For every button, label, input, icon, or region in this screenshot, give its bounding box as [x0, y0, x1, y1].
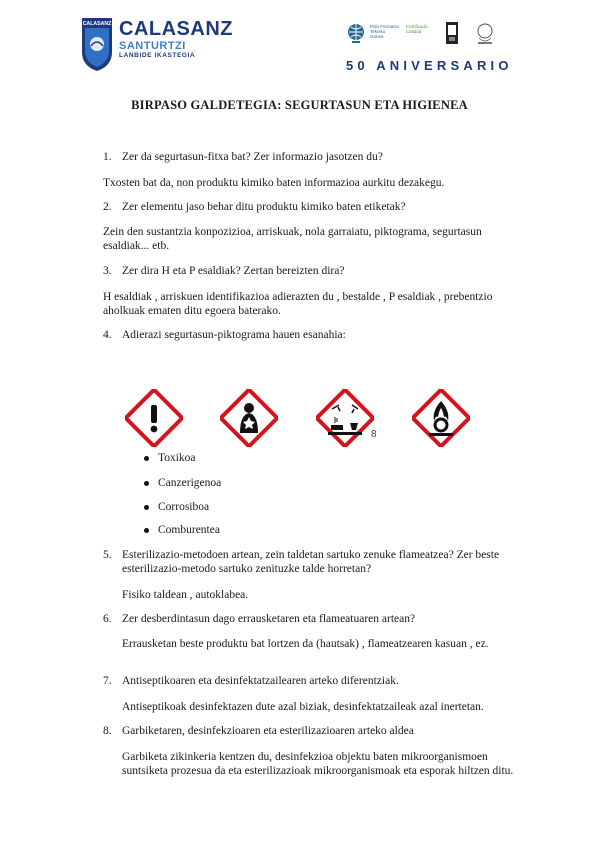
- question-6: Zer desberdintasun dago errausketaren eta flameatuaren artean?: [122, 613, 416, 625]
- question-3: Zer dira H eta P esaldiak? Zertan bereizten dira?: [122, 265, 345, 277]
- shield-text: CALASANZ: [82, 21, 112, 27]
- question-number: 2.: [103, 201, 112, 213]
- bullet-item-2: Canzerigenoa: [158, 477, 222, 489]
- pictogram-number: 8: [371, 429, 377, 440]
- answer-1: Txosten bat da, non produktu kimiko baten informazioa aurkitu dezakegu.: [103, 177, 445, 189]
- answer-7: Antiseptikoak desinfektazen dute azal biziak, desinfektatzaileak azal inertetan.: [122, 701, 484, 713]
- answer-8-line-1: Garbiketa zikinkeria kentzen du, desinfekzioa objektu baten mikroorganismoen: [122, 751, 488, 763]
- brand-block: [119, 18, 233, 60]
- answer-3-line-2: aholkuak ematen ditu egoera baterako.: [103, 305, 281, 317]
- question-7: Antiseptikoaren eta desinfektatzailearen arteko diferentziak.: [122, 675, 399, 687]
- partner-text-1: Pólo Formazio Tekniko Gunea: [370, 24, 400, 40]
- question-number: 3.: [103, 265, 112, 277]
- bullet-item-3: Corrosiboa: [158, 501, 210, 513]
- quality-badge-icon: [446, 22, 458, 44]
- answer-2-line-2: esaldiak... etb.: [103, 240, 170, 252]
- brand-subtitle: SANTURTZI: [119, 40, 186, 52]
- partner-logos: [346, 22, 506, 52]
- partner-text-2: Certificado Calidad: [406, 24, 428, 35]
- question-4: Adierazi segurtasun-piktograma hauen esanahia:: [122, 329, 346, 341]
- question-number: 4.: [103, 329, 112, 341]
- question-8: Garbiketaren, desinfekzioaren eta esterilizazioaren arteko aldea: [122, 725, 414, 737]
- document-title: BIRPASO GALDETEGIA: SEGURTASUN ETA HIGIENEA: [131, 98, 468, 112]
- question-5-line-1: Esterilizazio-metodoen artean, zein taldetan sartuko zenuke flameatzea? Zer beste: [122, 549, 500, 561]
- answer-6: Errausketan beste produktu bat lortzen da (hautsak) , flameatzearen kasuan , ez.: [122, 638, 489, 650]
- answer-8-line-2: suntsiketa prozesua da eta esterilizazioak mikroorganismoak eta esporak hiltzen ditu.: [122, 765, 514, 777]
- bullet-dot: [144, 481, 149, 486]
- question-5-line-2: esterilizazio-metodo sartuko zenituzke talde horretan?: [122, 563, 372, 575]
- answer-5: Fisiko taldean , autoklabea.: [122, 589, 249, 601]
- brand-tagline: LANBIDE IKASTEGIA: [119, 52, 196, 59]
- bullet-dot: [144, 505, 149, 510]
- globe-logo-icon: [346, 22, 366, 44]
- page-header: [0, 14, 599, 76]
- question-number: 8.: [103, 725, 112, 737]
- question-1: Zer da segurtasun-fitxa bat? Zer informazio jasotzen du?: [122, 151, 383, 163]
- bullet-dot: [144, 456, 149, 461]
- corrosive-pictogram-icon: [316, 389, 374, 447]
- calasanz-shield-logo-icon: [80, 16, 114, 72]
- question-number: 5.: [103, 549, 112, 561]
- bullet-item-1: Toxikoa: [158, 452, 196, 464]
- question-2: Zer elementu jaso behar ditu produktu kimiko baten etiketak?: [122, 201, 406, 213]
- bullet-dot: [144, 528, 149, 533]
- question-number: 7.: [103, 675, 112, 687]
- health-hazard-pictogram-icon: [220, 389, 278, 447]
- laurel-badge-icon: [474, 22, 496, 48]
- anniversary-text: 50 ANIVERSARIO: [346, 58, 513, 73]
- question-number: 1.: [103, 151, 112, 163]
- answer-3-line-1: H esaldiak , arriskuen identifikazioa adierazten du , bestalde , P esaldiak , prebentzio: [103, 291, 493, 303]
- oxidizer-pictogram-icon: [412, 389, 470, 447]
- brand-name: CALASANZ: [119, 18, 233, 40]
- question-number: 6.: [103, 613, 112, 625]
- answer-2-line-1: Zein den sustantzia konpozizioa, arriskuak, nola garraiatu, piktograma, segurtasun: [103, 226, 482, 238]
- bullet-item-4: Comburentea: [158, 524, 220, 536]
- exclamation-pictogram-icon: [125, 389, 183, 447]
